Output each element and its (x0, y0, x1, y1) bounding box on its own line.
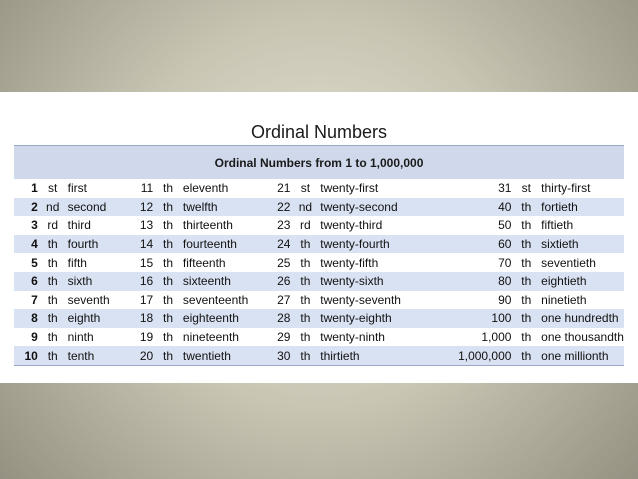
ordinal-suffix-cell: st (38, 179, 68, 198)
ordinal-word-cell: thirtieth (320, 346, 420, 365)
ordinal-suffix-cell: th (153, 198, 183, 217)
ordinal-word-cell: seventieth (541, 253, 624, 272)
ordinal-word-cell: sixtieth (541, 235, 624, 254)
ordinal-word-cell: twenty-first (320, 179, 420, 198)
ordinal-word-cell: twenty-fourth (320, 235, 420, 254)
ordinal-word-cell: twentieth (183, 346, 265, 365)
table-row (14, 291, 624, 310)
ordinal-suffix-cell: th (511, 309, 541, 328)
ordinal-number-cell: 27 (265, 291, 291, 310)
ordinal-number-cell: 19 (125, 328, 153, 347)
ordinal-number-cell: 80 (420, 272, 511, 291)
ordinal-word-cell: one thousandth (541, 328, 624, 347)
ordinal-number-cell: 20 (125, 346, 153, 365)
ordinal-number-cell: 21 (265, 179, 291, 198)
ordinal-number-cell: 28 (265, 309, 291, 328)
table-row (14, 346, 624, 365)
ordinal-suffix-cell: th (511, 291, 541, 310)
ordinal-word-cell: seventeenth (183, 291, 265, 310)
ordinal-number-cell: 12 (125, 198, 153, 217)
table-row (14, 253, 624, 272)
ordinal-suffix-cell: th (290, 328, 320, 347)
ordinal-number-cell: 25 (265, 253, 291, 272)
ordinal-word-cell: twenty-second (320, 198, 420, 217)
ordinal-word-cell: twenty-eighth (320, 309, 420, 328)
ordinal-suffix-cell: th (153, 216, 183, 235)
ordinal-suffix-cell: rd (38, 216, 68, 235)
ordinal-word-cell: sixth (68, 272, 126, 291)
ordinal-number-cell: 15 (125, 253, 153, 272)
ordinal-number-cell: 26 (265, 272, 291, 291)
ordinal-word-cell: twenty-sixth (320, 272, 420, 291)
ordinal-number-cell: 1,000,000 (420, 346, 511, 365)
ordinal-number-cell: 18 (125, 309, 153, 328)
ordinal-suffix-cell: th (153, 328, 183, 347)
ordinal-word-cell: third (68, 216, 126, 235)
ordinal-suffix-cell: th (290, 235, 320, 254)
ordinal-word-cell: fourth (68, 235, 126, 254)
ordinal-word-cell: twenty-fifth (320, 253, 420, 272)
ordinal-number-cell: 1 (14, 179, 38, 198)
ordinal-suffix-cell: th (38, 253, 68, 272)
ordinal-number-cell: 8 (14, 309, 38, 328)
ordinal-word-cell: one millionth (541, 346, 624, 365)
table-row (14, 235, 624, 254)
ordinal-word-cell: twenty-seventh (320, 291, 420, 310)
ordinal-number-cell: 31 (420, 179, 511, 198)
ordinal-number-cell: 11 (125, 179, 153, 198)
table-row (14, 272, 624, 291)
ordinal-number-cell: 13 (125, 216, 153, 235)
ordinal-suffix-cell: th (38, 272, 68, 291)
ordinal-number-cell: 6 (14, 272, 38, 291)
ordinal-number-cell: 90 (420, 291, 511, 310)
ordinal-word-cell: twenty-third (320, 216, 420, 235)
ordinal-number-cell: 14 (125, 235, 153, 254)
ordinal-suffix-cell: rd (290, 216, 320, 235)
ordinal-number-cell: 2 (14, 198, 38, 217)
ordinal-number-cell: 9 (14, 328, 38, 347)
ordinal-number-cell: 22 (265, 198, 291, 217)
ordinal-table-body (14, 179, 624, 365)
ordinal-word-cell: first (68, 179, 126, 198)
ordinal-number-cell: 17 (125, 291, 153, 310)
ordinal-suffix-cell: th (511, 346, 541, 365)
ordinal-word-cell: fifteenth (183, 253, 265, 272)
ordinal-suffix-cell: nd (38, 198, 68, 217)
ordinal-number-cell: 30 (265, 346, 291, 365)
ordinal-suffix-cell: th (153, 253, 183, 272)
table-caption: Ordinal Numbers from 1 to 1,000,000 (14, 146, 624, 180)
ordinal-word-cell: thirty-first (541, 179, 624, 198)
table-row (14, 198, 624, 217)
ordinal-suffix-cell: th (38, 346, 68, 365)
ordinal-word-cell: ninth (68, 328, 126, 347)
table-row (14, 179, 624, 198)
slide-title: Ordinal Numbers (250, 122, 388, 142)
ordinal-number-cell: 23 (265, 216, 291, 235)
ordinal-suffix-cell: th (153, 346, 183, 365)
ordinal-suffix-cell: th (153, 309, 183, 328)
ordinal-suffix-cell: th (38, 309, 68, 328)
ordinal-word-cell: ninetieth (541, 291, 624, 310)
ordinal-number-cell: 50 (420, 216, 511, 235)
ordinal-suffix-cell: th (290, 309, 320, 328)
ordinal-suffix-cell: th (38, 235, 68, 254)
ordinal-word-cell: twenty-ninth (320, 328, 420, 347)
ordinal-word-cell: tenth (68, 346, 126, 365)
ordinal-number-cell: 100 (420, 309, 511, 328)
ordinal-word-cell: sixteenth (183, 272, 265, 291)
ordinal-suffix-cell: st (290, 179, 320, 198)
ordinal-word-cell: seventh (68, 291, 126, 310)
ordinal-word-cell: fiftieth (541, 216, 624, 235)
ordinal-number-cell: 3 (14, 216, 38, 235)
ordinal-number-cell: 16 (125, 272, 153, 291)
ordinal-number-cell: 60 (420, 235, 511, 254)
ordinal-number-cell: 4 (14, 235, 38, 254)
ordinal-suffix-cell: th (511, 198, 541, 217)
ordinal-suffix-cell: th (511, 253, 541, 272)
ordinal-word-cell: nineteenth (183, 328, 265, 347)
ordinal-number-cell: 29 (265, 328, 291, 347)
ordinal-number-cell: 40 (420, 198, 511, 217)
ordinal-number-cell: 7 (14, 291, 38, 310)
ordinal-number-cell: 5 (14, 253, 38, 272)
ordinal-suffix-cell: th (153, 179, 183, 198)
ordinal-numbers-table (14, 179, 624, 366)
ordinal-word-cell: thirteenth (183, 216, 265, 235)
ordinal-number-cell: 70 (420, 253, 511, 272)
ordinal-suffix-cell: th (511, 328, 541, 347)
ordinal-word-cell: eighth (68, 309, 126, 328)
ordinal-word-cell: eightieth (541, 272, 624, 291)
ordinal-word-cell: fortieth (541, 198, 624, 217)
ordinal-word-cell: eighteenth (183, 309, 265, 328)
table-row (14, 328, 624, 347)
ordinal-suffix-cell: th (290, 272, 320, 291)
ordinal-suffix-cell: th (511, 272, 541, 291)
ordinal-suffix-cell: th (290, 346, 320, 365)
ordinal-word-cell: eleventh (183, 179, 265, 198)
ordinal-suffix-cell: th (38, 328, 68, 347)
ordinal-word-cell: fourteenth (183, 235, 265, 254)
ordinal-number-cell: 1,000 (420, 328, 511, 347)
ordinal-word-cell: one hundredth (541, 309, 624, 328)
ordinal-word-cell: second (68, 198, 126, 217)
ordinal-suffix-cell: th (511, 216, 541, 235)
ordinal-suffix-cell: th (153, 272, 183, 291)
ordinal-suffix-cell: th (290, 253, 320, 272)
ordinal-suffix-cell: th (511, 235, 541, 254)
table-row (14, 309, 624, 328)
ordinal-word-cell: twelfth (183, 198, 265, 217)
table-row (14, 216, 624, 235)
ordinal-suffix-cell: th (290, 291, 320, 310)
ordinal-suffix-cell: th (153, 291, 183, 310)
ordinal-number-cell: 10 (14, 346, 38, 365)
ordinal-suffix-cell: st (511, 179, 541, 198)
ordinal-number-cell: 24 (265, 235, 291, 254)
ordinal-suffix-cell: th (38, 291, 68, 310)
ordinal-suffix-cell: nd (290, 198, 320, 217)
ordinal-suffix-cell: th (153, 235, 183, 254)
ordinal-word-cell: fifth (68, 253, 126, 272)
